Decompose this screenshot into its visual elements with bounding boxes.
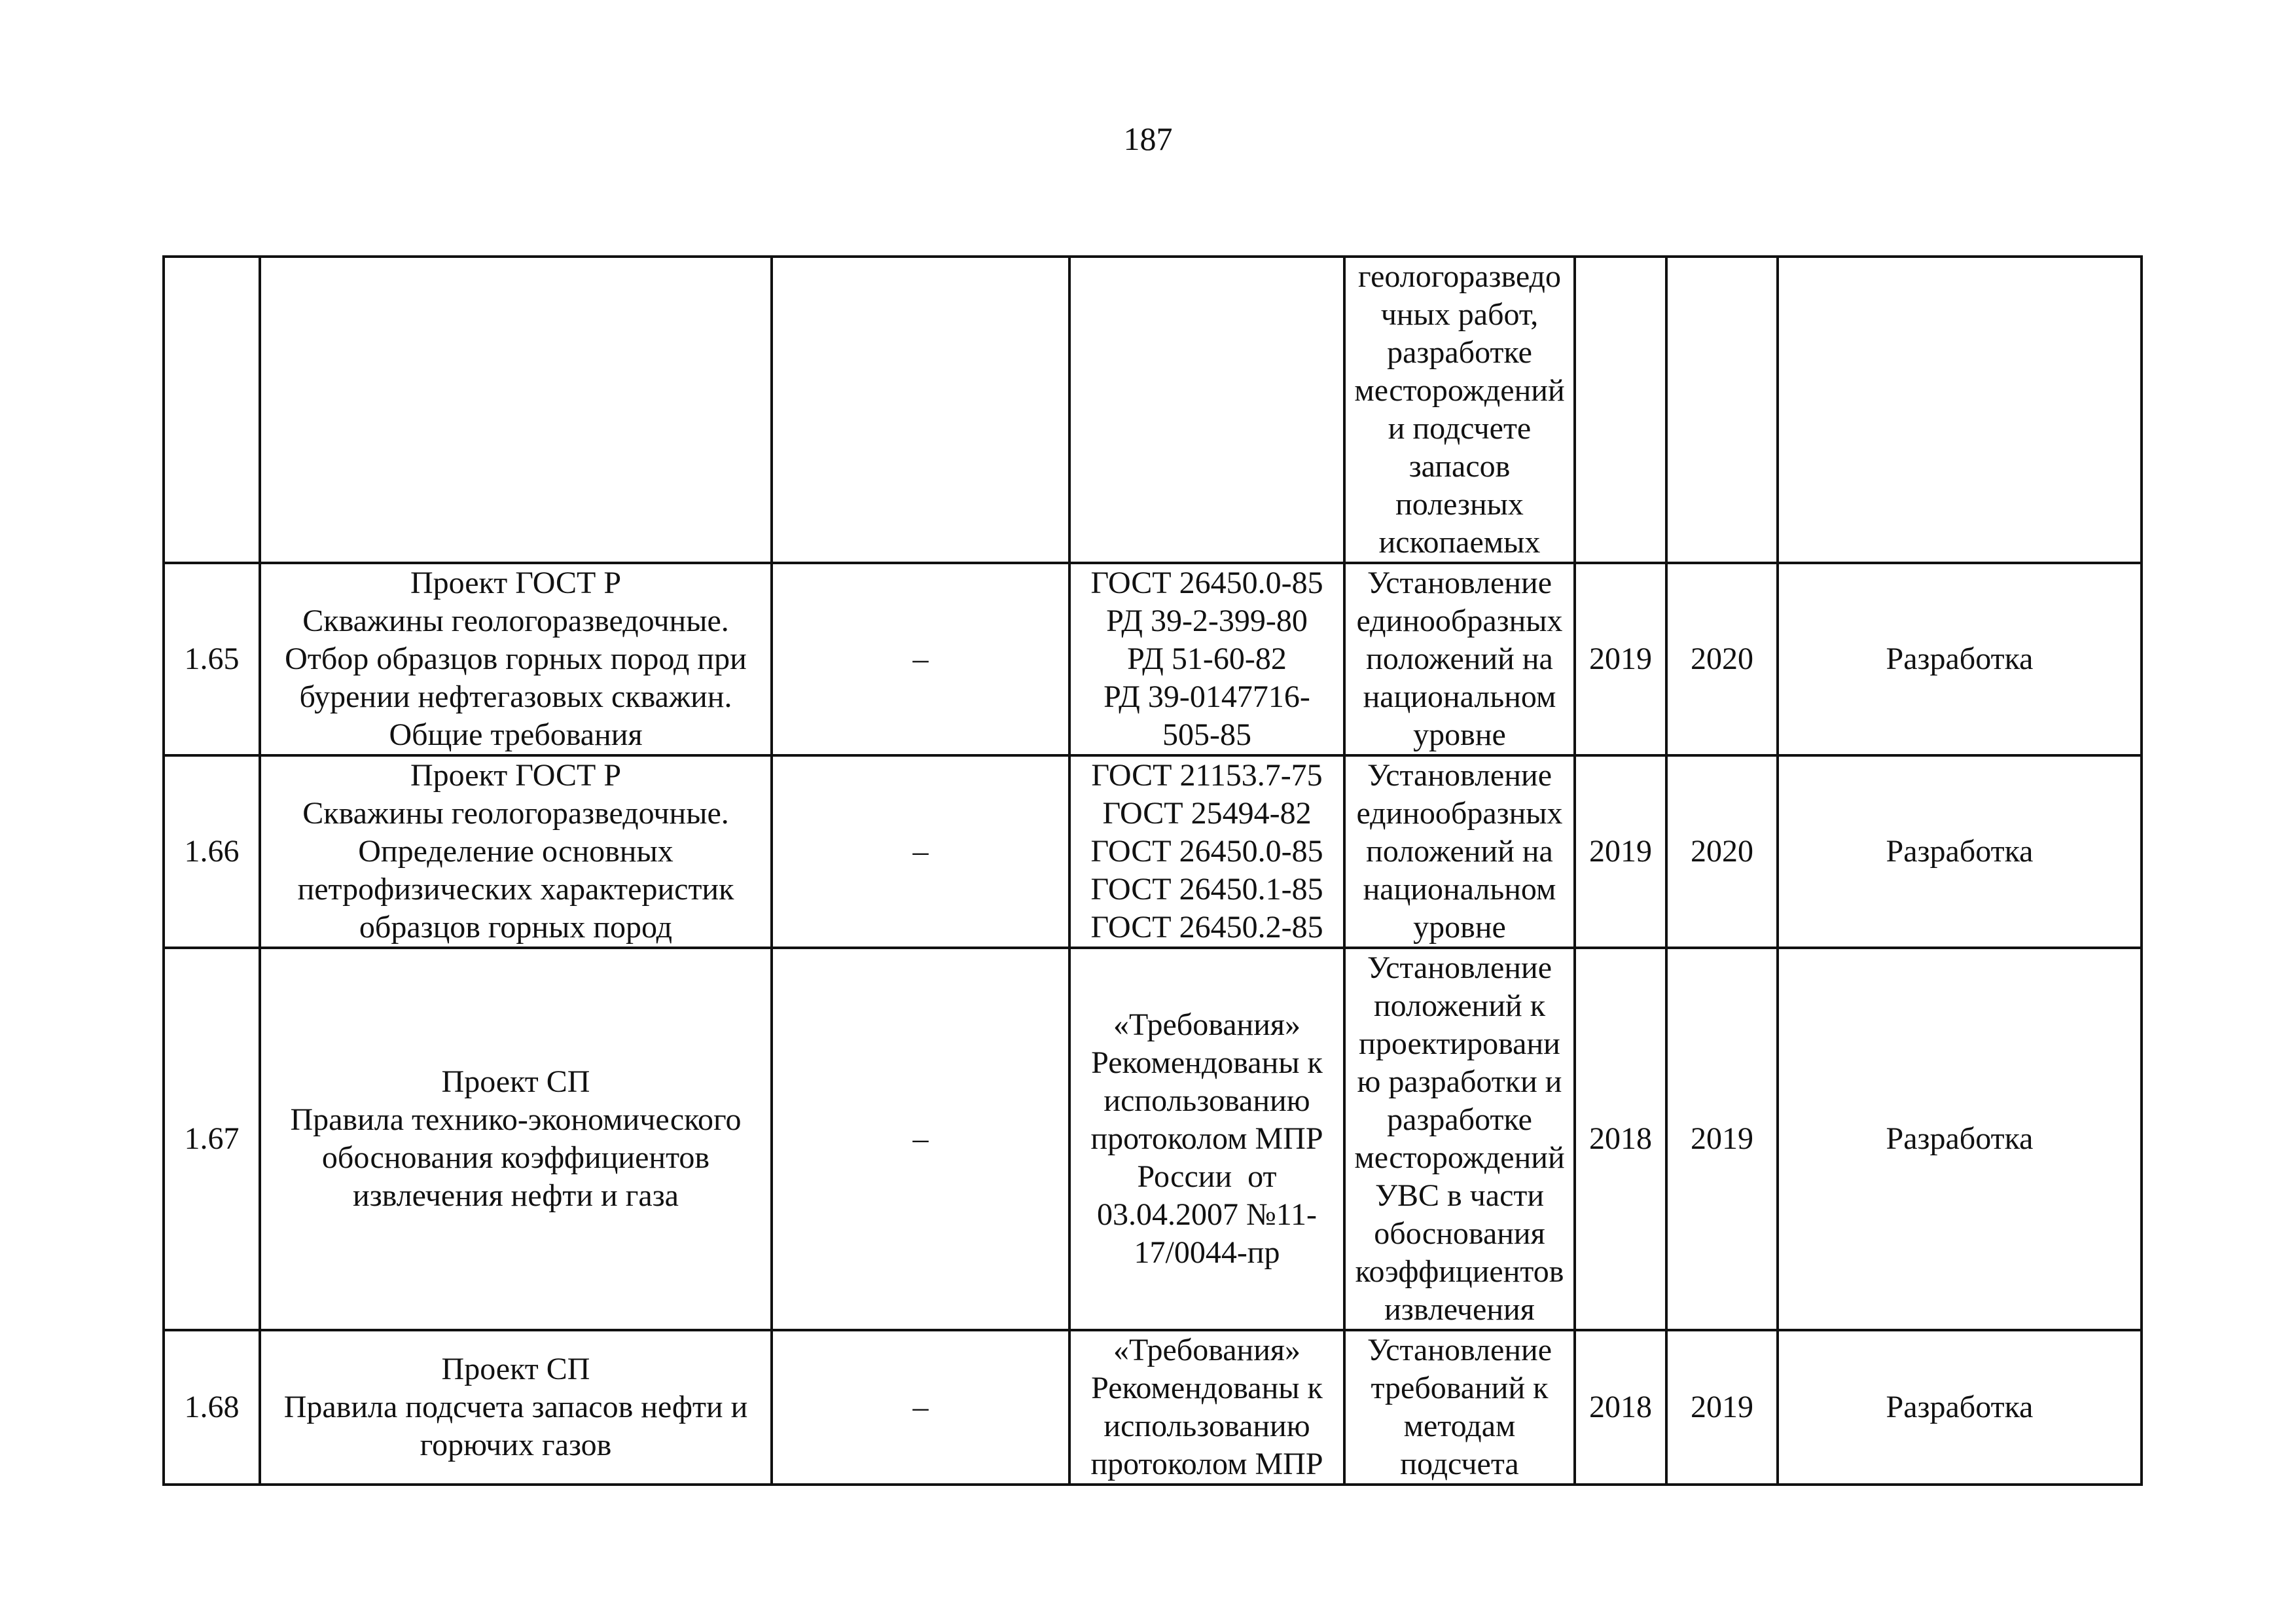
table-row: [164, 563, 2142, 755]
replaces-cell: [1069, 257, 1344, 563]
purpose-line: коэффициентов: [1355, 1254, 1564, 1289]
dash-cell: [772, 257, 1069, 563]
start-year-cell: 2019: [1575, 563, 1666, 755]
dash-cell: –: [772, 1330, 1069, 1485]
replaces-line: РД 51-60-82: [1127, 641, 1287, 676]
replaces-line: протоколом МПР: [1090, 1447, 1323, 1481]
title-line: Скважины геологоразведочные.: [302, 796, 729, 831]
table-row: [164, 1330, 2142, 1485]
status-cell: Разработка: [1778, 948, 2142, 1330]
purpose-line: разработке: [1387, 335, 1532, 370]
title-line: Скважины геологоразведочные.: [302, 604, 729, 638]
continuation-row: [164, 257, 2142, 563]
title-line: Определение основных: [358, 834, 673, 869]
end-year-cell: 2019: [1666, 948, 1778, 1330]
purpose-line: чных работ,: [1380, 297, 1539, 332]
start-year-cell: 2019: [1575, 755, 1666, 948]
purpose-line: УВС в части: [1374, 1178, 1545, 1213]
purpose-line: проектировани: [1359, 1026, 1560, 1061]
title-line: извлечения нефти и газа: [353, 1178, 679, 1213]
purpose-line: положений на: [1366, 834, 1553, 869]
number-cell: 1.68: [164, 1330, 260, 1485]
title-line: Отбор образцов горных пород при: [285, 641, 747, 676]
purpose-line: единообразных: [1356, 604, 1563, 638]
number-cell: 1.65: [164, 563, 260, 755]
replaces-line: РД 39-0147716-: [1103, 679, 1310, 714]
purpose-line: месторождений: [1354, 1140, 1565, 1175]
table-row: [164, 755, 2142, 948]
purpose-cell: [1344, 563, 1575, 755]
replaces-line: ГОСТ 21153.7-75: [1091, 758, 1323, 793]
end-year-cell: 2019: [1666, 1330, 1778, 1485]
number-cell: [164, 257, 260, 563]
title-line: Правила подсчета запасов нефти и: [283, 1390, 748, 1424]
replaces-line: 03.04.2007 №11-: [1097, 1197, 1317, 1232]
purpose-line: ископаемых: [1378, 525, 1541, 560]
status-cell: Разработка: [1778, 1330, 2142, 1485]
status-cell: [1778, 257, 2142, 563]
title-line: петрофизических характеристик: [297, 872, 734, 907]
start-year-cell: [1575, 257, 1666, 563]
replaces-cell: [1069, 948, 1344, 1330]
status-cell: Разработка: [1778, 755, 2142, 948]
replaces-line: Рекомендованы к: [1091, 1045, 1323, 1080]
title-line: обоснования коэффициентов: [321, 1140, 710, 1175]
title-line: образцов горных пород: [359, 910, 673, 945]
title-cell: [260, 948, 772, 1330]
replaces-line: Рекомендованы к: [1091, 1371, 1323, 1405]
purpose-line: национальном: [1363, 872, 1556, 907]
purpose-line: обоснования: [1374, 1216, 1545, 1251]
purpose-line: положений на: [1366, 641, 1553, 676]
end-year-cell: 2020: [1666, 563, 1778, 755]
dash-cell: –: [772, 563, 1069, 755]
purpose-line: месторождений: [1354, 373, 1565, 408]
standards-table: [162, 255, 2143, 1486]
dash-cell: –: [772, 755, 1069, 948]
title-cell: [260, 1330, 772, 1485]
purpose-line: Установление: [1367, 950, 1552, 985]
replaces-line: использованию: [1103, 1083, 1310, 1118]
purpose-line: Установление: [1367, 758, 1552, 793]
replaces-line: «Требования»: [1113, 1333, 1300, 1367]
replaces-line: ГОСТ 26450.1-85: [1090, 872, 1323, 907]
replaces-line: ГОСТ 26450.0-85: [1090, 566, 1323, 600]
replaces-cell: [1069, 755, 1344, 948]
title-line: Проект СП: [441, 1352, 590, 1386]
replaces-line: РД 39-2-399-80: [1106, 604, 1308, 638]
purpose-line: подсчета: [1400, 1447, 1519, 1481]
purpose-cell: [1344, 755, 1575, 948]
replaces-line: ГОСТ 26450.2-85: [1090, 910, 1323, 945]
title-line: горючих газов: [420, 1428, 612, 1462]
replaces-line: использованию: [1103, 1409, 1310, 1443]
replaces-line: ГОСТ 26450.0-85: [1090, 834, 1323, 869]
purpose-line: уровне: [1413, 717, 1506, 752]
title-cell: [260, 755, 772, 948]
replaces-line: 505-85: [1162, 717, 1251, 752]
start-year-cell: 2018: [1575, 948, 1666, 1330]
purpose-line: единообразных: [1356, 796, 1563, 831]
title-cell: [260, 563, 772, 755]
title-line: Проект СП: [441, 1064, 590, 1099]
purpose-line: и подсчете: [1388, 411, 1532, 446]
end-year-cell: [1666, 257, 1778, 563]
purpose-cell: [1344, 948, 1575, 1330]
status-cell: Разработка: [1778, 563, 2142, 755]
title-line: Проект ГОСТ Р: [410, 758, 622, 793]
title-line: Правила технико-экономического: [290, 1102, 742, 1137]
replaces-line: 17/0044-пр: [1134, 1235, 1280, 1270]
purpose-line: ю разработки и: [1357, 1064, 1562, 1099]
purpose-line: геологоразведо: [1358, 259, 1561, 294]
purpose-cell: [1344, 257, 1575, 563]
purpose-line: запасов: [1408, 449, 1511, 484]
purpose-line: требований к: [1371, 1371, 1549, 1405]
purpose-line: национальном: [1363, 679, 1556, 714]
number-cell: 1.67: [164, 948, 260, 1330]
purpose-line: методам: [1403, 1409, 1516, 1443]
purpose-line: разработке: [1387, 1102, 1532, 1137]
purpose-line: Установление: [1367, 1333, 1552, 1367]
purpose-line: уровне: [1413, 910, 1506, 945]
title-cell: [260, 257, 772, 563]
purpose-line: извлечения: [1384, 1292, 1535, 1327]
purpose-line: полезных: [1395, 487, 1524, 522]
start-year-cell: 2018: [1575, 1330, 1666, 1485]
end-year-cell: 2020: [1666, 755, 1778, 948]
title-line: бурении нефтегазовых скважин.: [299, 679, 732, 714]
title-line: Проект ГОСТ Р: [410, 566, 622, 600]
replaces-line: «Требования»: [1113, 1007, 1300, 1042]
dash-cell: –: [772, 948, 1069, 1330]
table-row: [164, 948, 2142, 1330]
replaces-line: протоколом МПР: [1090, 1121, 1323, 1156]
purpose-cell: [1344, 1330, 1575, 1485]
number-cell: 1.66: [164, 755, 260, 948]
replaces-cell: [1069, 563, 1344, 755]
replaces-line: России от: [1137, 1159, 1277, 1194]
purpose-line: Установление: [1367, 566, 1552, 600]
replaces-cell: [1069, 1330, 1344, 1485]
purpose-line: положений к: [1373, 988, 1546, 1023]
title-line: Общие требования: [389, 717, 643, 752]
replaces-line: ГОСТ 25494-82: [1102, 796, 1312, 831]
page-number: 187: [1123, 120, 1173, 157]
